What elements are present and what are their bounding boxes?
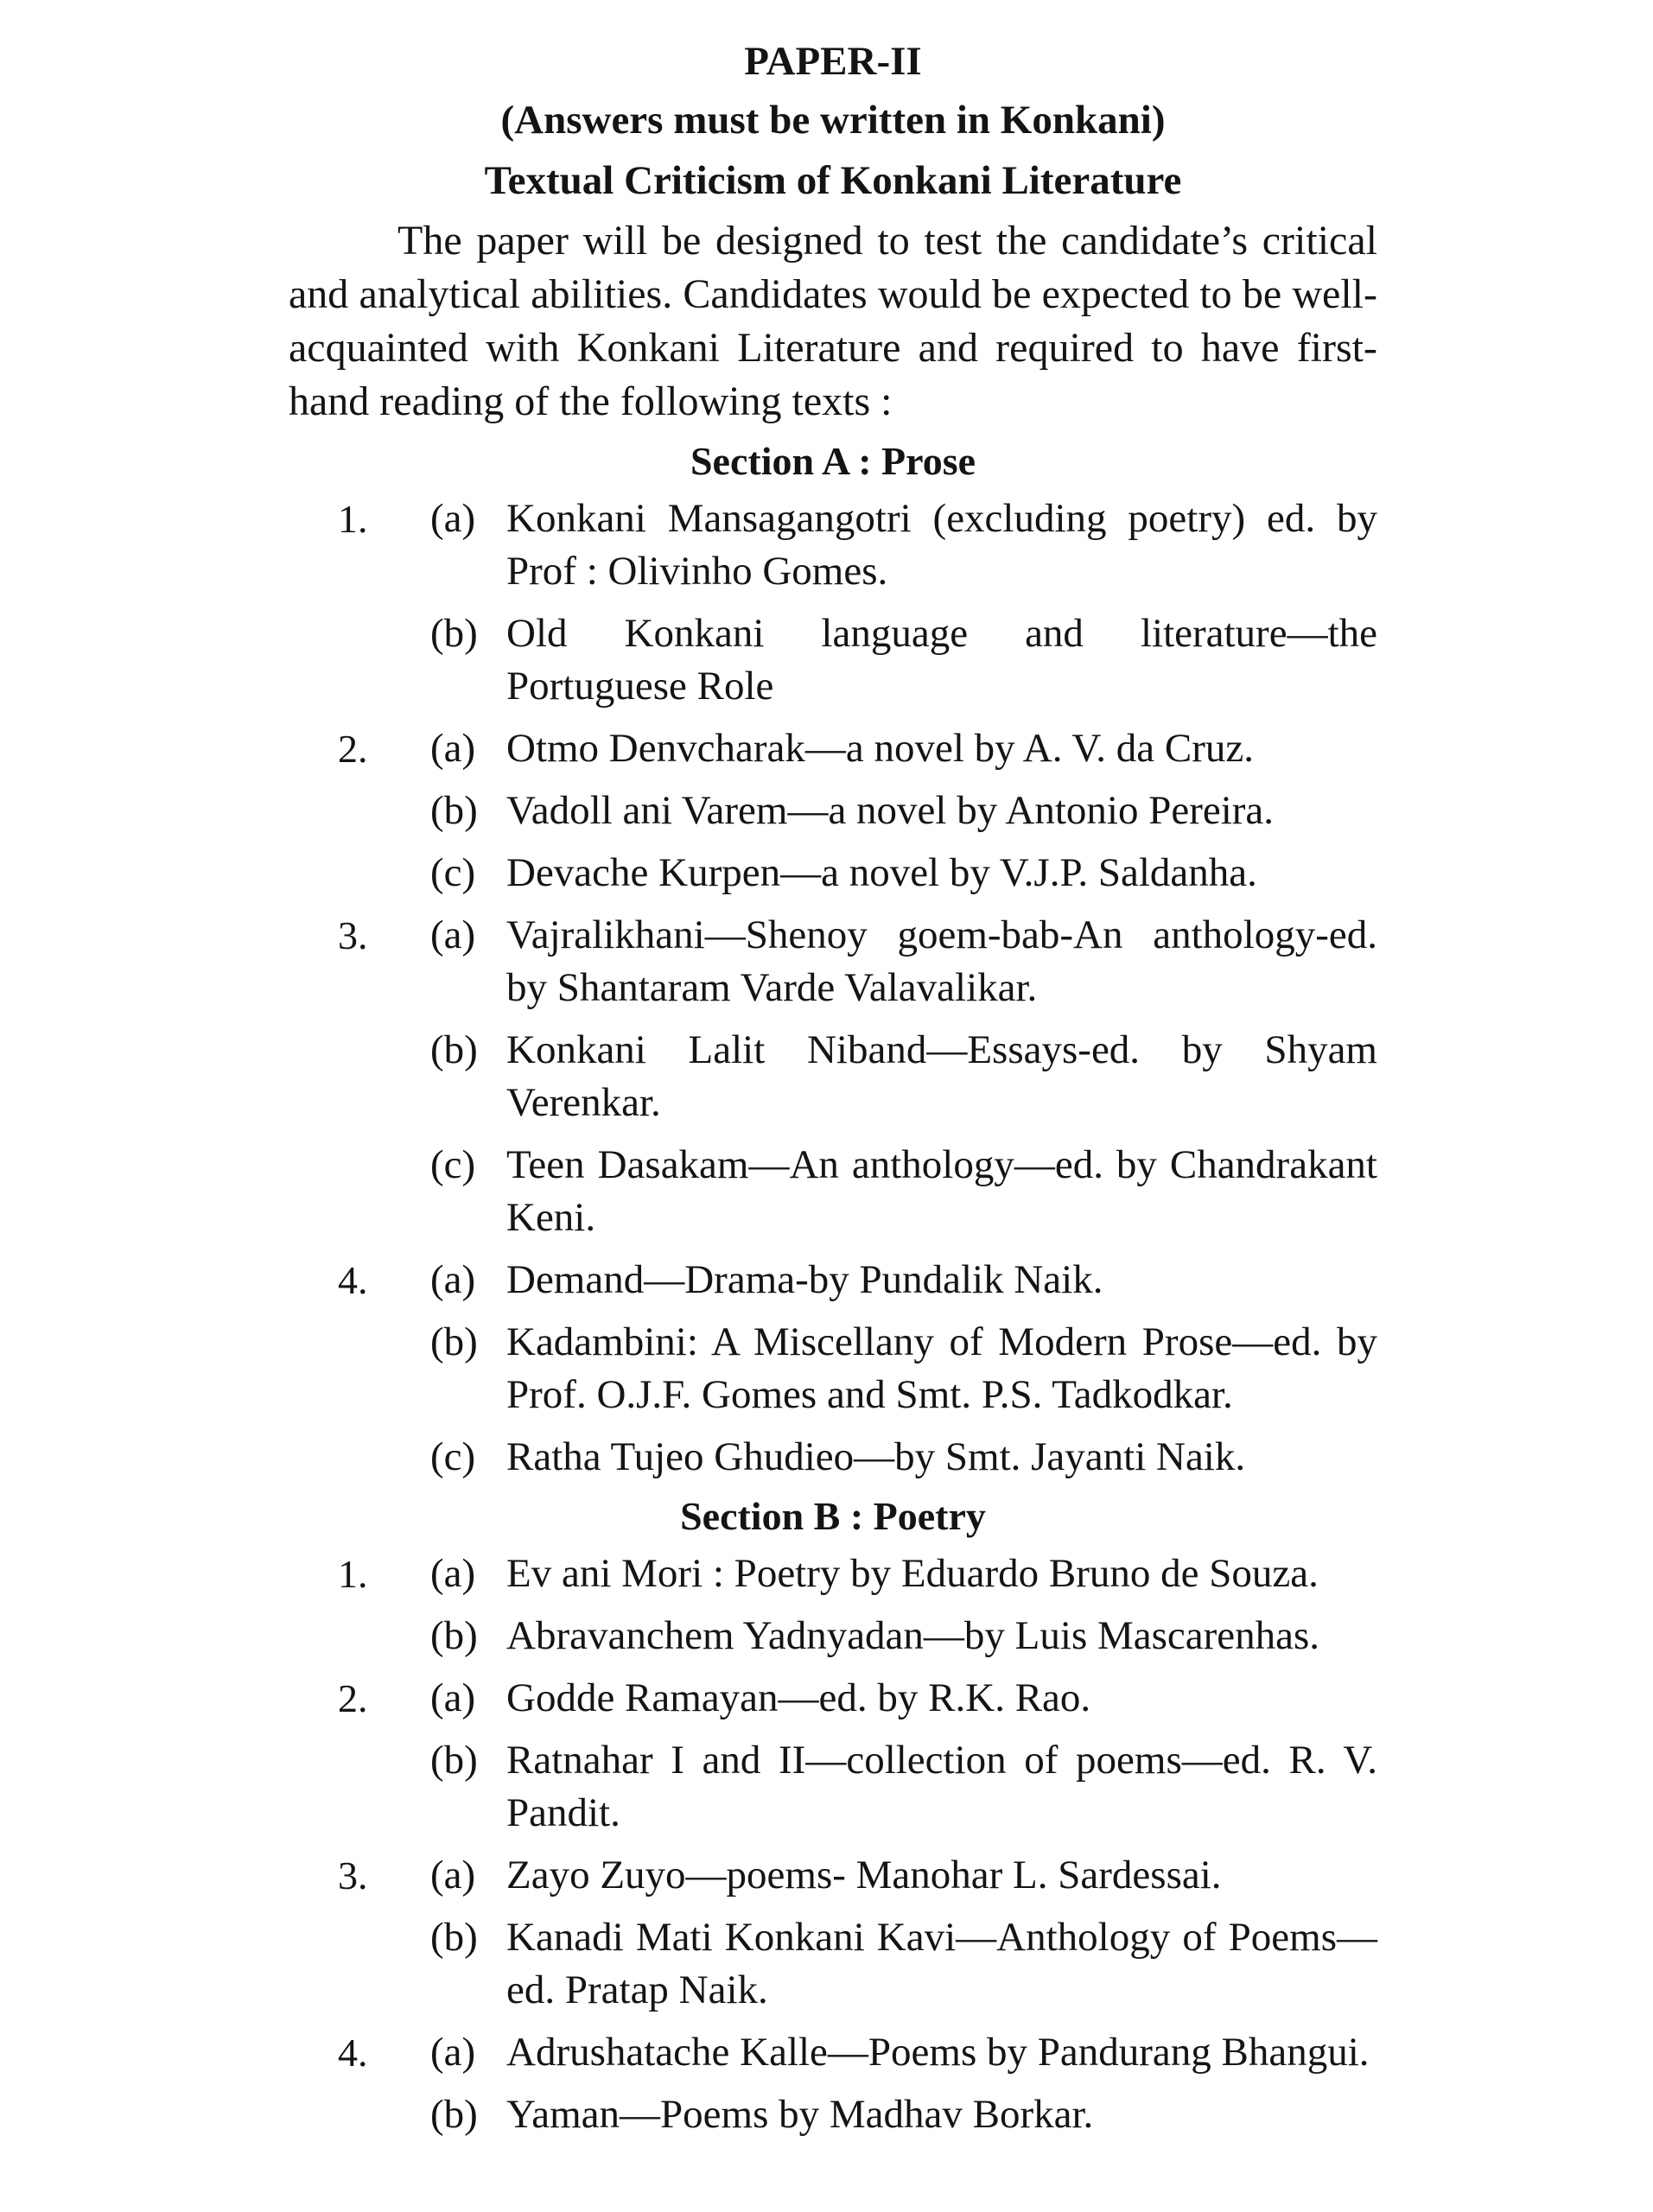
item-letter: (b) xyxy=(430,2092,478,2137)
item-letter: (b) xyxy=(430,1027,478,1072)
item-number: 2. xyxy=(338,727,368,771)
item-text: Old Konkani language and literature—the Portuguese Role xyxy=(506,611,1377,709)
item-letter: (b) xyxy=(430,1738,478,1783)
item-text: Godde Ramayan—ed. by R.K. Rao. xyxy=(506,1675,1091,1720)
list-group xyxy=(289,722,1377,899)
item-text: Yaman—Poems by Madhav Borkar. xyxy=(506,2092,1094,2137)
item-text: Devache Kurpen—a novel by V.J.P. Saldanha. xyxy=(506,850,1257,895)
item-text: Ev ani Mori : Poetry by Eduardo Bruno de Souza. xyxy=(506,1551,1319,1596)
item-letter: (a) xyxy=(430,2030,476,2075)
item-letter: (b) xyxy=(430,788,478,833)
item-letter: (c) xyxy=(430,1434,476,1479)
item-number: 2. xyxy=(338,1676,368,1720)
list-item xyxy=(430,1431,1377,1484)
list-item xyxy=(430,1254,1377,1306)
list-item xyxy=(430,785,1377,837)
item-letter: (a) xyxy=(430,1257,476,1302)
item-number: 4. xyxy=(338,2031,368,2075)
list-item xyxy=(430,1849,1377,1902)
item-number: 1. xyxy=(338,1552,368,1596)
list-item xyxy=(430,2026,1377,2079)
item-text: Kanadi Mati Konkani Kavi—Anthology of Poems—ed. Pratap Naik. xyxy=(506,1915,1377,2012)
list-group xyxy=(289,493,1377,713)
list-item xyxy=(430,1024,1377,1129)
list-item xyxy=(430,722,1377,775)
item-letter: (c) xyxy=(430,850,476,895)
item-letter: (a) xyxy=(430,1853,476,1897)
item-text: Demand—Drama-by Pundalik Naik. xyxy=(506,1257,1103,1302)
item-text: Ratha Tujeo Ghudieo—by Smt. Jayanti Naik. xyxy=(506,1434,1246,1479)
list-group xyxy=(289,1849,1377,2017)
item-letter: (a) xyxy=(430,496,476,541)
list-item xyxy=(430,493,1377,598)
item-text: Konkani Lalit Niband—Essays-ed. by Shyam Verenkar. xyxy=(506,1027,1377,1125)
list-group xyxy=(289,1672,1377,1840)
section-a-list xyxy=(289,493,1377,1484)
intro-paragraph: The paper will be designed to test the candidate’s critical and analytical abilities. Candidates would be expected to be well-acquainted with Konkani Literature and required to have first-hand reading of the following texts : xyxy=(289,218,1377,424)
paper-title: Textual Criticism of Konkani Literature xyxy=(484,158,1182,203)
list-item xyxy=(430,1139,1377,1244)
item-text: Vajralikhani—Shenoy goem-bab-An anthology-ed. by Shantaram Varde Valavalikar. xyxy=(506,912,1377,1010)
item-letter: (a) xyxy=(430,912,476,957)
item-number: 3. xyxy=(338,1853,368,1897)
item-text: Adrushatache Kalle—Poems by Pandurang Bhangui. xyxy=(506,2030,1370,2075)
item-letter: (a) xyxy=(430,1675,476,1720)
item-number: 1. xyxy=(338,497,368,541)
item-letter: (c) xyxy=(430,1142,476,1187)
list-group xyxy=(289,1254,1377,1484)
item-number: 3. xyxy=(338,913,368,957)
list-item xyxy=(430,1672,1377,1725)
document-page xyxy=(289,31,1377,2141)
list-item xyxy=(430,1548,1377,1600)
item-letter: (a) xyxy=(430,726,476,771)
item-number: 4. xyxy=(338,1258,368,1302)
item-text: Zayo Zuyo—poems- Manohar L. Sardessai. xyxy=(506,1853,1222,1897)
section-b-list xyxy=(289,1548,1377,2141)
list-item xyxy=(430,2088,1377,2141)
item-text: Kadambini: A Miscellany of Modern Prose—ed. by Prof. O.J.F. Gomes and Smt. P.S. Tadkodkar. xyxy=(506,1319,1377,1417)
list-item xyxy=(430,1610,1377,1662)
language-note: (Answers must be written in Konkani) xyxy=(500,98,1166,143)
list-group xyxy=(289,909,1377,1244)
paper-heading: PAPER-II xyxy=(744,39,922,84)
list-item xyxy=(430,607,1377,713)
list-group xyxy=(289,2026,1377,2141)
item-letter: (b) xyxy=(430,1915,478,1960)
section-b-title: Section B : Poetry xyxy=(680,1494,986,1538)
list-item xyxy=(430,847,1377,899)
item-text: Konkani Mansagangotri (excluding poetry) ed. by Prof : Olivinho Gomes. xyxy=(506,496,1377,594)
item-text: Teen Dasakam—An anthology—ed. by Chandrakant Keni. xyxy=(506,1142,1377,1240)
item-letter: (a) xyxy=(430,1551,476,1596)
section-a-title: Section A : Prose xyxy=(690,439,976,483)
item-text: Otmo Denvcharak—a novel by A. V. da Cruz. xyxy=(506,726,1254,771)
item-text: Ratnahar I and II—collection of poems—ed. R. V. Pandit. xyxy=(506,1738,1377,1835)
item-letter: (b) xyxy=(430,1613,478,1658)
item-text: Abravanchem Yadnyadan—by Luis Mascarenhas. xyxy=(506,1613,1320,1658)
list-item xyxy=(430,1316,1377,1421)
item-letter: (b) xyxy=(430,1319,478,1364)
item-text: Vadoll ani Varem—a novel by Antonio Pereira. xyxy=(506,788,1275,833)
list-item xyxy=(430,909,1377,1014)
list-group xyxy=(289,1548,1377,1662)
list-item xyxy=(430,1911,1377,2017)
item-letter: (b) xyxy=(430,611,478,656)
list-item xyxy=(430,1734,1377,1840)
